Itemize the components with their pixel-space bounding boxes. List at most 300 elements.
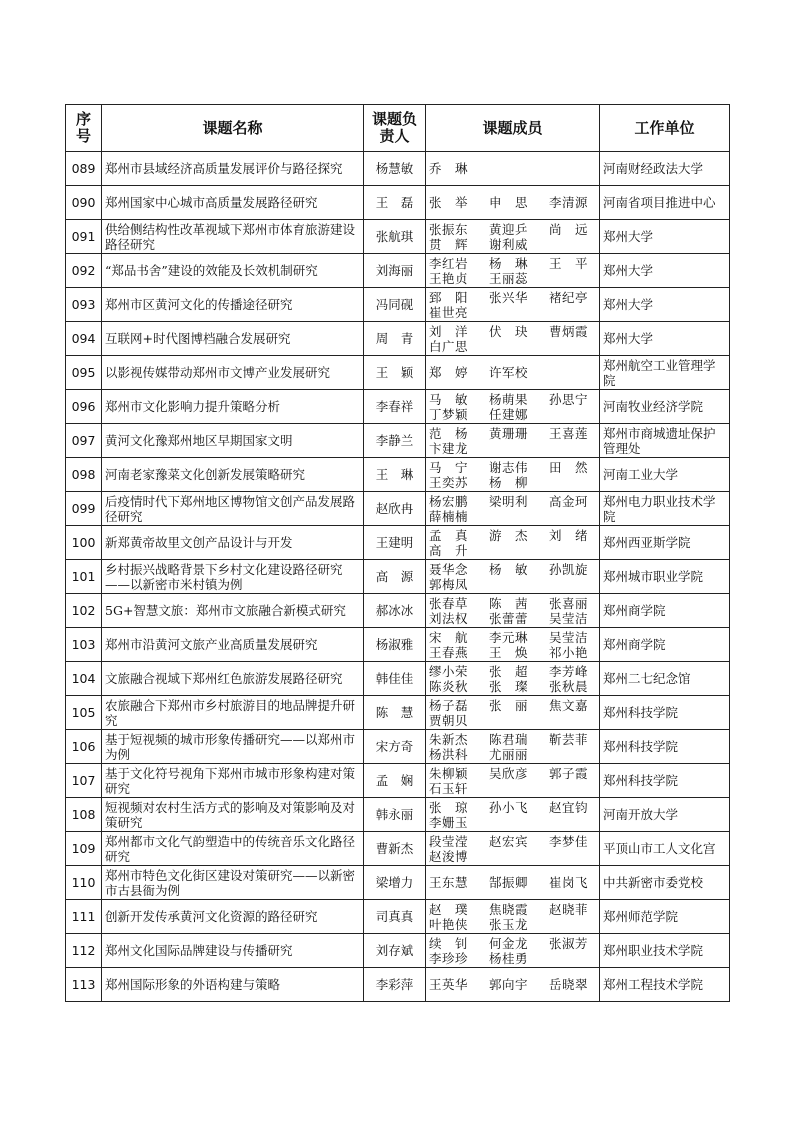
row-members — [426, 764, 600, 798]
row-members — [426, 458, 600, 492]
member-name: 赵宜钧 — [549, 799, 589, 815]
row-no: 105 — [66, 696, 102, 730]
member-name: 郑 婷 — [429, 365, 469, 380]
member-line — [429, 222, 596, 237]
member-name: 杨萌果 — [489, 391, 529, 407]
member-name: 李芳峰 — [549, 663, 589, 679]
table-row — [66, 152, 730, 186]
member-name: 王英华 — [429, 977, 469, 992]
member-name: 刘法权 — [429, 610, 469, 626]
member-name: 张喜丽 — [549, 595, 589, 611]
table-row — [66, 288, 730, 322]
member-name: 王丽蕊 — [489, 270, 529, 286]
row-title: 郑州市沿黄河文旅产业高质量发展研究 — [102, 628, 364, 662]
table-row — [66, 492, 730, 526]
table-row — [66, 628, 730, 662]
member-name: 吴莹洁 — [549, 629, 589, 645]
member-line — [429, 596, 596, 611]
member-name: 谢利威 — [489, 236, 529, 252]
row-title: 新郑黄帝故里文创产品设计与开发 — [102, 526, 364, 560]
member-name: 崔岗飞 — [549, 875, 589, 890]
table-row — [66, 220, 730, 254]
row-no: 091 — [66, 220, 102, 254]
row-unit: 郑州科技学院 — [600, 764, 730, 798]
member-name: 郭子霞 — [549, 765, 589, 781]
member-name: 赵浚博 — [429, 848, 469, 864]
member-name: 张 璨 — [489, 678, 529, 694]
member-line — [429, 256, 596, 271]
member-name: 李清源 — [549, 195, 589, 210]
row-leader: 周 青 — [364, 322, 426, 356]
member-line — [429, 528, 596, 543]
row-title: 文旅融合视域下郑州红色旅游发展路径研究 — [102, 662, 364, 696]
row-leader: 杨淑雅 — [364, 628, 426, 662]
member-name: 靳芸菲 — [549, 731, 589, 747]
member-name: 祁小艳 — [549, 644, 589, 660]
member-line — [429, 781, 596, 796]
row-no: 112 — [66, 934, 102, 968]
member-line — [429, 392, 596, 407]
row-leader: 杨慧敏 — [364, 152, 426, 186]
row-title: 创新开发传承黄河文化资源的路径研究 — [102, 900, 364, 934]
table-row — [66, 968, 730, 1002]
row-unit: 郑州航空工业管理学院 — [600, 356, 730, 390]
member-name: 张 举 — [429, 195, 469, 210]
member-name: 张淑芳 — [549, 935, 589, 951]
member-name: 郜振卿 — [489, 875, 529, 890]
member-name: 杨桂勇 — [489, 950, 529, 966]
member-name: 李珍珍 — [429, 950, 469, 966]
row-no: 102 — [66, 594, 102, 628]
member-line — [429, 305, 596, 320]
row-unit: 河南财经政法大学 — [600, 152, 730, 186]
member-name: 赵宏宾 — [489, 833, 529, 849]
table-row — [66, 832, 730, 866]
row-no: 113 — [66, 968, 102, 1002]
row-title: 乡村振兴战略背景下乡村文化建设路径研究——以新密市米村镇为例 — [102, 560, 364, 594]
row-unit: 郑州二七纪念馆 — [600, 662, 730, 696]
member-name: 王奕苏 — [429, 474, 469, 490]
row-title: 郑州市特色文化街区建设对策研究——以新密市古县衙为例 — [102, 866, 364, 900]
row-title: 郑州国际形象的外语构建与策略 — [102, 968, 364, 1002]
row-leader: 王 琳 — [364, 458, 426, 492]
row-members — [426, 662, 600, 696]
row-unit: 郑州科技学院 — [600, 730, 730, 764]
row-title: 郑州市区黄河文化的传播途径研究 — [102, 288, 364, 322]
row-members — [426, 424, 600, 458]
member-line — [429, 365, 596, 380]
row-members — [426, 594, 600, 628]
member-line — [429, 698, 596, 713]
table-row — [66, 458, 730, 492]
row-leader: 王 颖 — [364, 356, 426, 390]
row-leader: 韩佳佳 — [364, 662, 426, 696]
row-leader: 梁增力 — [364, 866, 426, 900]
row-members — [426, 560, 600, 594]
row-leader: 王建明 — [364, 526, 426, 560]
row-title: 互联网+时代图博档融合发展研究 — [102, 322, 364, 356]
row-title: 供给侧结构性改革视域下郑州市体育旅游建设路径研究 — [102, 220, 364, 254]
row-leader: 宋方奇 — [364, 730, 426, 764]
member-name: 陈君瑞 — [489, 731, 529, 747]
member-name: 伏 玦 — [489, 323, 529, 339]
table-row — [66, 730, 730, 764]
row-leader: 郝冰冰 — [364, 594, 426, 628]
member-line — [429, 679, 596, 694]
row-unit: 郑州西亚斯学院 — [600, 526, 730, 560]
row-leader: 陈 慧 — [364, 696, 426, 730]
member-name: 张 琼 — [429, 799, 469, 815]
member-name: 谢志伟 — [489, 459, 529, 475]
row-title: “郑品书舍”建设的效能及长效机制研究 — [102, 254, 364, 288]
row-title: 河南老家豫菜文化创新发展策略研究 — [102, 458, 364, 492]
member-line — [429, 815, 596, 830]
row-members — [426, 832, 600, 866]
row-members — [426, 220, 600, 254]
member-name: 杨洪科 — [429, 746, 469, 762]
row-no: 111 — [66, 900, 102, 934]
member-line — [429, 271, 596, 286]
member-line — [429, 645, 596, 660]
member-name: 马 宁 — [429, 459, 469, 475]
table-row — [66, 390, 730, 424]
member-name: 张 丽 — [489, 697, 529, 713]
member-line — [429, 800, 596, 815]
member-line — [429, 875, 596, 890]
member-line — [429, 611, 596, 626]
member-name: 吴欣彦 — [489, 765, 529, 781]
member-name: 焦晓霞 — [489, 901, 529, 917]
row-members — [426, 288, 600, 322]
row-members — [426, 730, 600, 764]
row-members — [426, 254, 600, 288]
member-name: 高金珂 — [549, 493, 589, 509]
member-name: 杨 琳 — [489, 255, 529, 271]
member-name: 郭向宇 — [489, 977, 529, 992]
member-name: 赵晓菲 — [549, 901, 589, 917]
table-row — [66, 322, 730, 356]
member-line — [429, 441, 596, 456]
member-name: 孙小飞 — [489, 799, 529, 815]
member-name: 申 思 — [489, 195, 529, 210]
member-name: 王 平 — [549, 255, 589, 271]
header-no: 序号 — [66, 105, 102, 152]
member-name: 梁明利 — [489, 493, 529, 509]
row-no: 109 — [66, 832, 102, 866]
row-unit: 平顶山市工人文化宫 — [600, 832, 730, 866]
row-no: 094 — [66, 322, 102, 356]
member-line — [429, 237, 596, 252]
member-name: 朱新杰 — [429, 731, 469, 747]
row-leader: 刘海丽 — [364, 254, 426, 288]
member-name: 张兴华 — [489, 289, 529, 305]
table-row — [66, 696, 730, 730]
row-title: 郑州市文化影响力提升策略分析 — [102, 390, 364, 424]
row-leader: 韩永丽 — [364, 798, 426, 832]
row-title: 基于文化符号视角下郑州市城市形象构建对策研究 — [102, 764, 364, 798]
member-name: 叶艳侠 — [429, 916, 469, 932]
member-line — [429, 834, 596, 849]
table-row — [66, 424, 730, 458]
member-line — [429, 664, 596, 679]
row-unit: 郑州工程技术学院 — [600, 968, 730, 1002]
member-name: 聂华念 — [429, 561, 469, 577]
row-members — [426, 526, 600, 560]
row-unit: 郑州市商城遗址保护管理处 — [600, 424, 730, 458]
row-unit: 郑州科技学院 — [600, 696, 730, 730]
member-name: 李元琳 — [489, 629, 529, 645]
member-name: 黄迎乒 — [489, 221, 529, 237]
member-name: 宋 航 — [429, 629, 469, 645]
member-name: 张振东 — [429, 221, 469, 237]
member-name: 续 钊 — [429, 935, 469, 951]
member-line — [429, 324, 596, 339]
header-leader: 课题负责人 — [364, 105, 426, 152]
member-name: 李姗玉 — [429, 814, 469, 830]
member-line — [429, 630, 596, 645]
member-name: 范 杨 — [429, 425, 469, 441]
member-line — [429, 407, 596, 422]
member-name: 王东慧 — [429, 875, 469, 890]
member-name: 游 杰 — [489, 527, 529, 543]
row-members — [426, 186, 600, 220]
member-name: 孟 真 — [429, 527, 469, 543]
member-line — [429, 951, 596, 966]
member-line — [429, 713, 596, 728]
member-line — [429, 509, 596, 524]
member-name: 曹炳霞 — [549, 323, 589, 339]
table-header-row — [66, 105, 730, 152]
member-name: 王春燕 — [429, 644, 469, 660]
table-row — [66, 356, 730, 390]
member-name: 许军校 — [489, 365, 529, 380]
row-no: 110 — [66, 866, 102, 900]
member-line — [429, 475, 596, 490]
row-leader: 李春祥 — [364, 390, 426, 424]
member-name: 王喜莲 — [549, 425, 589, 441]
row-unit: 郑州城市职业学院 — [600, 560, 730, 594]
row-title: 以影视传媒带动郑州市文博产业发展研究 — [102, 356, 364, 390]
row-title: 后疫情时代下郑州地区博物馆文创产品发展路径研究 — [102, 492, 364, 526]
member-name: 何金龙 — [489, 935, 529, 951]
row-members — [426, 798, 600, 832]
row-unit: 郑州大学 — [600, 322, 730, 356]
member-name: 杨 敏 — [489, 561, 529, 577]
row-no: 096 — [66, 390, 102, 424]
row-unit: 河南开放大学 — [600, 798, 730, 832]
row-leader: 李静兰 — [364, 424, 426, 458]
table-row — [66, 186, 730, 220]
row-leader: 张航琪 — [364, 220, 426, 254]
row-leader: 曹新杰 — [364, 832, 426, 866]
member-line — [429, 161, 596, 176]
row-unit: 郑州师范学院 — [600, 900, 730, 934]
row-members — [426, 628, 600, 662]
member-line — [429, 902, 596, 917]
member-name: 朱柳颖 — [429, 765, 469, 781]
row-members — [426, 492, 600, 526]
row-leader: 孟 娴 — [364, 764, 426, 798]
row-members — [426, 356, 600, 390]
row-title: 郑州市县域经济高质量发展评价与路径探究 — [102, 152, 364, 186]
row-unit: 郑州商学院 — [600, 628, 730, 662]
member-name: 杨宏鹏 — [429, 493, 469, 509]
member-name: 郅 阳 — [429, 289, 469, 305]
member-name: 褚纪亭 — [549, 289, 589, 305]
row-leader: 司真真 — [364, 900, 426, 934]
row-leader: 刘存斌 — [364, 934, 426, 968]
member-name: 黄珊珊 — [489, 425, 529, 441]
member-name: 杨 柳 — [489, 474, 529, 490]
row-unit: 中共新密市委党校 — [600, 866, 730, 900]
row-unit: 郑州大学 — [600, 220, 730, 254]
member-name: 任建娜 — [489, 406, 529, 422]
member-line — [429, 977, 596, 992]
row-members — [426, 152, 600, 186]
member-line — [429, 849, 596, 864]
table-row — [66, 934, 730, 968]
row-no: 106 — [66, 730, 102, 764]
row-no: 100 — [66, 526, 102, 560]
row-title: 黄河文化豫郑州地区早期国家文明 — [102, 424, 364, 458]
row-no: 089 — [66, 152, 102, 186]
member-name: 杨子磊 — [429, 697, 469, 713]
table-row — [66, 662, 730, 696]
member-line — [429, 426, 596, 441]
row-no: 107 — [66, 764, 102, 798]
member-name: 刘 洋 — [429, 323, 469, 339]
table-row — [66, 798, 730, 832]
member-name: 贯 辉 — [429, 236, 469, 252]
member-line — [429, 460, 596, 475]
member-name: 陈炎秋 — [429, 678, 469, 694]
member-name: 高 升 — [429, 542, 469, 558]
row-no: 095 — [66, 356, 102, 390]
member-line — [429, 917, 596, 932]
table-row — [66, 594, 730, 628]
member-name: 郭梅凤 — [429, 576, 469, 592]
member-name: 张玉龙 — [489, 916, 529, 932]
row-unit: 郑州职业技术学院 — [600, 934, 730, 968]
table-row — [66, 866, 730, 900]
row-no: 101 — [66, 560, 102, 594]
member-name: 岳晓翠 — [549, 977, 589, 992]
row-members — [426, 696, 600, 730]
member-name: 孙思宁 — [549, 391, 589, 407]
row-unit: 河南省项目推进中心 — [600, 186, 730, 220]
row-title: 郑州国家中心城市高质量发展路径研究 — [102, 186, 364, 220]
member-name: 赵 璞 — [429, 901, 469, 917]
table-row — [66, 526, 730, 560]
row-no: 090 — [66, 186, 102, 220]
member-name: 陈 茜 — [489, 595, 529, 611]
row-leader: 赵欣冉 — [364, 492, 426, 526]
row-members — [426, 968, 600, 1002]
row-no: 104 — [66, 662, 102, 696]
row-unit: 郑州电力职业技术学院 — [600, 492, 730, 526]
member-name: 卞建龙 — [429, 440, 469, 456]
member-line — [429, 195, 596, 210]
row-no: 098 — [66, 458, 102, 492]
member-name: 贾朝贝 — [429, 712, 469, 728]
row-unit: 郑州商学院 — [600, 594, 730, 628]
member-name: 李梦佳 — [549, 833, 589, 849]
member-name: 缪小荣 — [429, 663, 469, 679]
member-name: 石玉轩 — [429, 780, 469, 796]
row-title: 农旅融合下郑州市乡村旅游目的地品牌提升研究 — [102, 696, 364, 730]
row-members — [426, 390, 600, 424]
row-leader: 王 磊 — [364, 186, 426, 220]
row-unit: 河南工业大学 — [600, 458, 730, 492]
row-no: 103 — [66, 628, 102, 662]
header-title: 课题名称 — [102, 105, 364, 152]
member-line — [429, 562, 596, 577]
table-row — [66, 254, 730, 288]
member-name: 王 焕 — [489, 644, 529, 660]
member-line — [429, 577, 596, 592]
row-no: 092 — [66, 254, 102, 288]
member-line — [429, 339, 596, 354]
row-title: 5G+智慧文旅：郑州市文旅融合新模式研究 — [102, 594, 364, 628]
member-name: 王艳贞 — [429, 270, 469, 286]
member-name: 孙凯旋 — [549, 561, 589, 577]
member-line — [429, 747, 596, 762]
header-members: 课题成员 — [426, 105, 600, 152]
member-line — [429, 732, 596, 747]
row-unit: 郑州大学 — [600, 288, 730, 322]
member-name: 李红岩 — [429, 255, 469, 271]
member-name: 崔世亮 — [429, 304, 469, 320]
member-name: 乔 琳 — [429, 161, 469, 176]
project-table — [65, 104, 730, 1002]
row-members — [426, 866, 600, 900]
row-leader: 高 源 — [364, 560, 426, 594]
member-name: 张 超 — [489, 663, 529, 679]
row-no: 108 — [66, 798, 102, 832]
member-line — [429, 543, 596, 558]
member-name: 尤丽丽 — [489, 746, 529, 762]
row-no: 099 — [66, 492, 102, 526]
row-leader: 李彩萍 — [364, 968, 426, 1002]
member-name: 薛楠楠 — [429, 508, 469, 524]
member-name: 张蕾蕾 — [489, 610, 529, 626]
member-name: 丁梦颖 — [429, 406, 469, 422]
member-line — [429, 290, 596, 305]
member-name: 白广思 — [429, 338, 469, 354]
member-name: 刘 绪 — [549, 527, 589, 543]
member-name: 张秋晨 — [549, 678, 589, 694]
header-unit: 工作单位 — [600, 105, 730, 152]
row-unit: 郑州大学 — [600, 254, 730, 288]
member-line — [429, 766, 596, 781]
row-title: 郑州都市文化气韵塑造中的传统音乐文化路径研究 — [102, 832, 364, 866]
member-name: 焦文嘉 — [549, 697, 589, 713]
row-members — [426, 934, 600, 968]
member-name: 张春草 — [429, 595, 469, 611]
row-leader: 冯同砚 — [364, 288, 426, 322]
member-line — [429, 494, 596, 509]
row-title: 短视频对农村生活方式的影响及对策影响及对策研究 — [102, 798, 364, 832]
row-members — [426, 900, 600, 934]
member-name: 马 敏 — [429, 391, 469, 407]
table-row — [66, 764, 730, 798]
row-title: 郑州文化国际品牌建设与传播研究 — [102, 934, 364, 968]
table-row — [66, 560, 730, 594]
member-name: 段莹滢 — [429, 833, 469, 849]
row-title: 基于短视频的城市形象传播研究——以郑州市为例 — [102, 730, 364, 764]
member-name: 尚 远 — [549, 221, 589, 237]
row-no: 097 — [66, 424, 102, 458]
